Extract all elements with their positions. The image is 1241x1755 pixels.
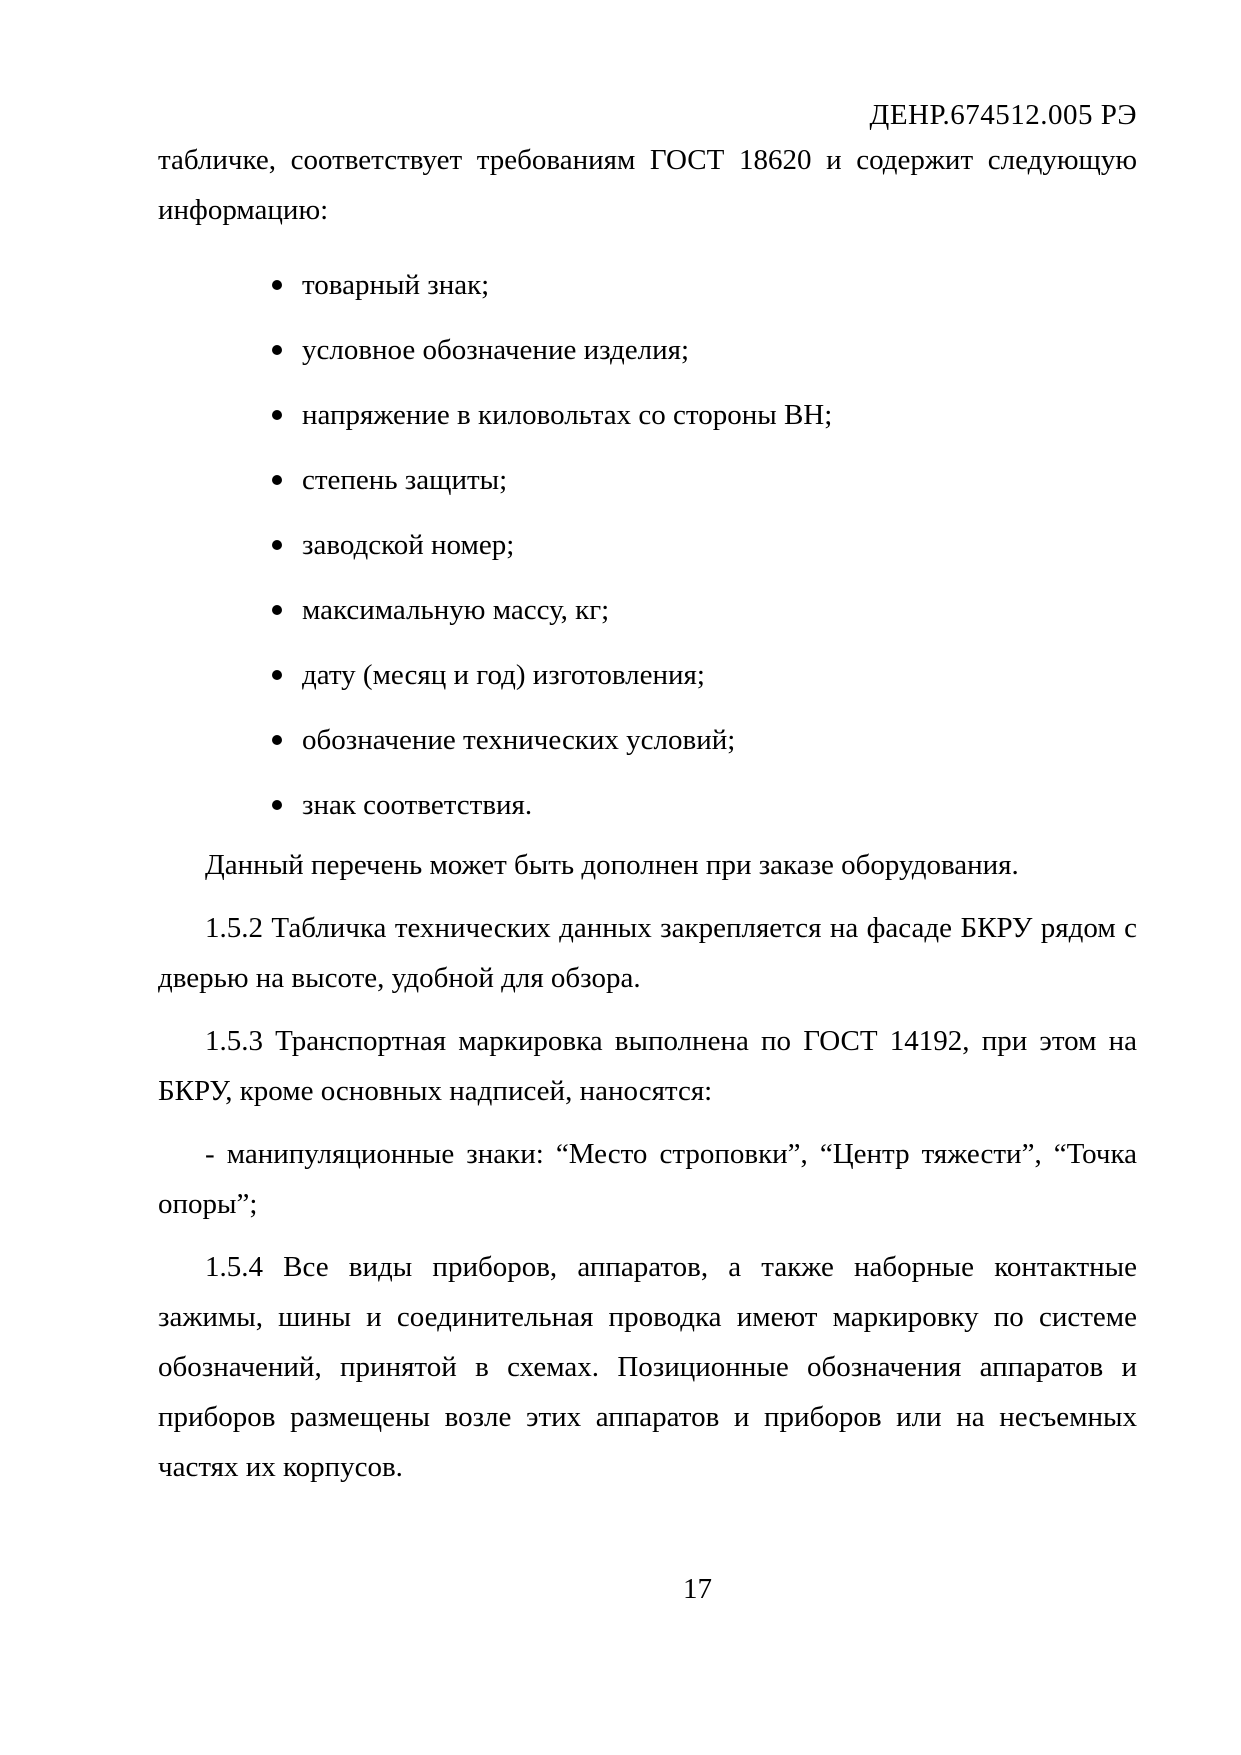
paragraph-1-5-2: 1.5.2 Табличка технических данных закрепляется на фасаде БКРУ рядом с дверью на высоте, удобной для обзора. [158,912,1137,994]
list-item-text: напряжение в киловольтах со стороны ВН; [302,399,833,431]
list-item [158,780,1137,830]
bullet-icon [272,605,282,615]
paragraph-note: Данный перечень может быть дополнен при заказе оборудования. [205,849,1019,881]
paragraph-intro: табличке, соответствует требованиям ГОСТ 18620 и содержит следующую информацию: [158,144,1137,226]
list-item [158,520,1137,570]
bullet-icon [272,345,282,355]
bullet-icon [272,670,282,680]
list-item [158,650,1137,700]
list-item-text: обозначение технических условий; [302,724,736,756]
bullet-icon [272,475,282,485]
list-item [158,455,1137,505]
bullet-icon [272,540,282,550]
paragraph-1-5-4: 1.5.4 Все виды приборов, аппаратов, а также наборные контактные зажимы, шины и соединительная проводка имеют маркировку по системе обозначений, принятой в схемах. Позиционные обозначения аппаратов и приборов размещены возле этих аппаратов и приборов или на несъемных частях их корпусов. [158,1251,1137,1483]
bullet-icon [272,280,282,290]
bullet-icon [272,735,282,745]
list-item [158,715,1137,765]
list-item-text: максимальную массу, кг; [302,594,610,626]
list-item-text: заводской номер; [302,529,515,561]
paragraph-handling-marks: - манипуляционные знаки: “Место строповки”, “Центр тяжести”, “Точка опоры”; [158,1138,1137,1220]
list-item [158,585,1137,635]
document-number: ДЕНР.674512.005 РЭ [869,99,1137,131]
bullet-icon [272,800,282,810]
list-item-text: дату (месяц и год) изготовления; [302,659,705,691]
list-item-text: товарный знак; [302,269,490,301]
bullet-list [158,260,1137,830]
list-item-text: знак соответствия. [302,789,533,821]
list-item [158,325,1137,375]
page-number: 17 [683,1573,712,1605]
list-item [158,260,1137,310]
list-item [158,390,1137,440]
paragraph-1-5-3: 1.5.3 Транспортная маркировка выполнена по ГОСТ 14192, при этом на БКРУ, кроме основных надписей, наносятся: [158,1025,1137,1107]
list-item-text: условное обозначение изделия; [302,334,690,366]
list-item-text: степень защиты; [302,464,508,496]
bullet-icon [272,410,282,420]
